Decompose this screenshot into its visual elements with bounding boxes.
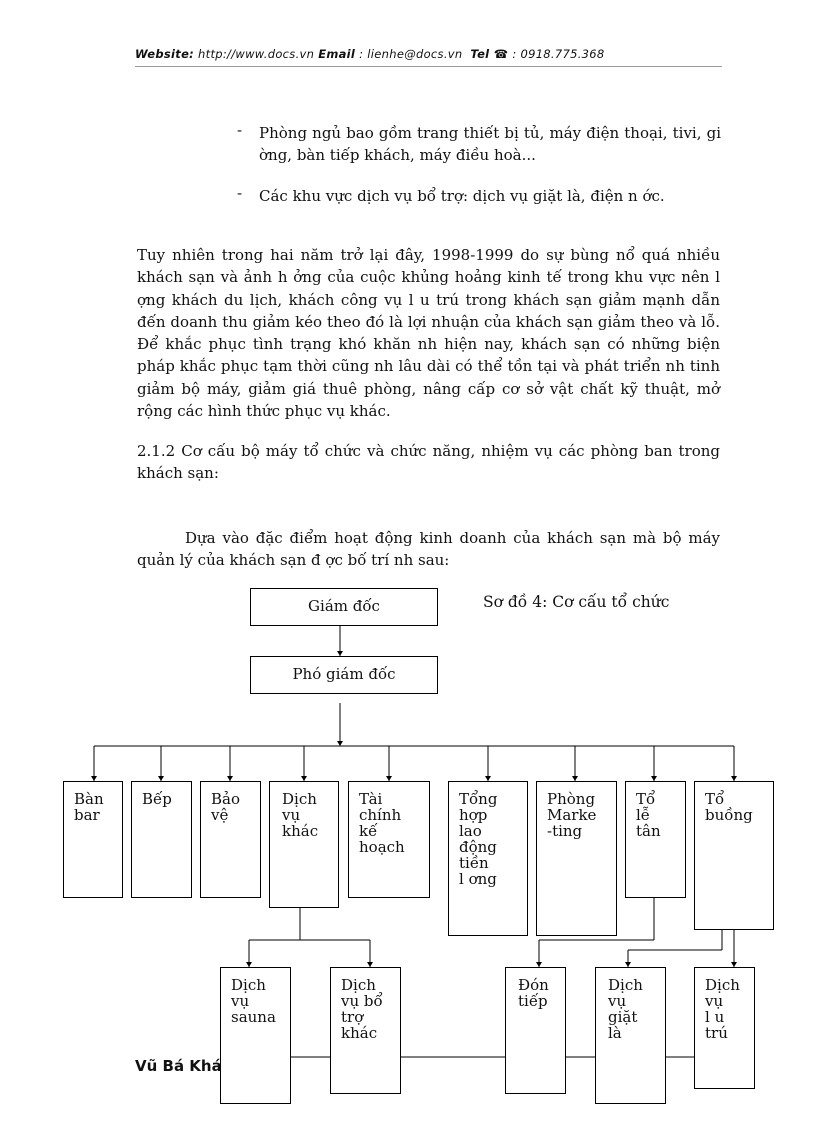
org-box-dich-vu-khac: Dịch vụ khác (269, 781, 339, 908)
footer-author: Vũ Bá Khá (135, 1057, 222, 1075)
org-box-to-buong: Tổ buồng (694, 781, 774, 930)
bullet-dash: - (237, 121, 243, 139)
org-box-bao-ve: Bảo vệ (200, 781, 261, 898)
org-box-bo-tro: Dịch vụ bổ trợ khác (330, 967, 401, 1094)
section-heading: 2.1.2 Cơ cấu bộ máy tổ chức và chức năng, nhiệm vụ các phòng ban trong khách sạn: (137, 442, 720, 483)
tel-value: : 0918.775.368 (512, 47, 605, 61)
email-label: Email (318, 47, 356, 61)
bullet-text: Phòng ngủ bao gồm trang thiết bị tủ, máy điện thoại, tivi, gi ờng, bàn tiếp khách, máy điều hoà... (259, 124, 721, 164)
org-box-le-tan: Tổ lễ tân (625, 781, 686, 898)
body-paragraph: Dựa vào đặc điểm hoạt động kinh doanh của khách sạn mà bộ máy quản lý của khách sạn đ ợc bố trí nh sau: (137, 529, 720, 570)
website-url[interactable]: http://www.docs.vn (198, 47, 315, 61)
body-paragraph: Tuy nhiên trong hai năm trở lại đây, 1998-1999 do sự bùng nổ quá nhiều khách sạn và ảnh h ởng của cuộc khủng hoảng kinh tế trong khu vực nên l ợng khách du lịch, khách công vụ l u trú trong khách sạn giảm mạnh dẫn đến doanh thu giảm kéo theo đó là lợi nhuận của khách sạn giảm theo và lỗ. Để khắc phục tình trạng khó khăn nh hiện nay, khách sạn có những biện pháp khắc phục tạm thời cũng nh lâu dài có thể tồn tại và phát triển nh tinh giảm bộ máy, giảm giá thuê phòng, nâng cấp cơ sở vật chất kỹ thuật, mở rộng các hình thức phục vụ khác. (137, 246, 720, 421)
chart-caption: Sơ đồ 4: Cơ cấu tổ chức (483, 593, 670, 611)
org-box-luu-tru: Dịch vụ l u trú (694, 967, 755, 1089)
org-box-tai-chinh: Tài chính kế hoạch (348, 781, 430, 898)
email-value[interactable]: : lienhe@docs.vn (359, 47, 463, 61)
tel-label: Tel ☎ (470, 47, 509, 61)
org-box-bep: Bếp (131, 781, 192, 898)
org-box-giat-la: Dịch vụ giặt là (595, 967, 666, 1104)
org-box-deputy: Phó giám đốc (250, 656, 438, 694)
website-label: Website: (135, 47, 195, 61)
org-box-don-tiep: Đón tiếp (505, 967, 566, 1094)
org-box-sauna: Dịch vụ sauna (220, 967, 291, 1104)
org-box-ban-bar: Bàn bar (63, 781, 123, 898)
bullet-text: Các khu vực dịch vụ bổ trợ: dịch vụ giặt là, điện n ớc. (259, 187, 665, 205)
org-box-marketing: Phòng Marke -ting (536, 781, 617, 936)
org-box-director: Giám đốc (250, 588, 438, 626)
org-box-tong-hop: Tổng hợp lao động tiền l ơng (448, 781, 528, 936)
bullet-dash: - (237, 184, 243, 202)
